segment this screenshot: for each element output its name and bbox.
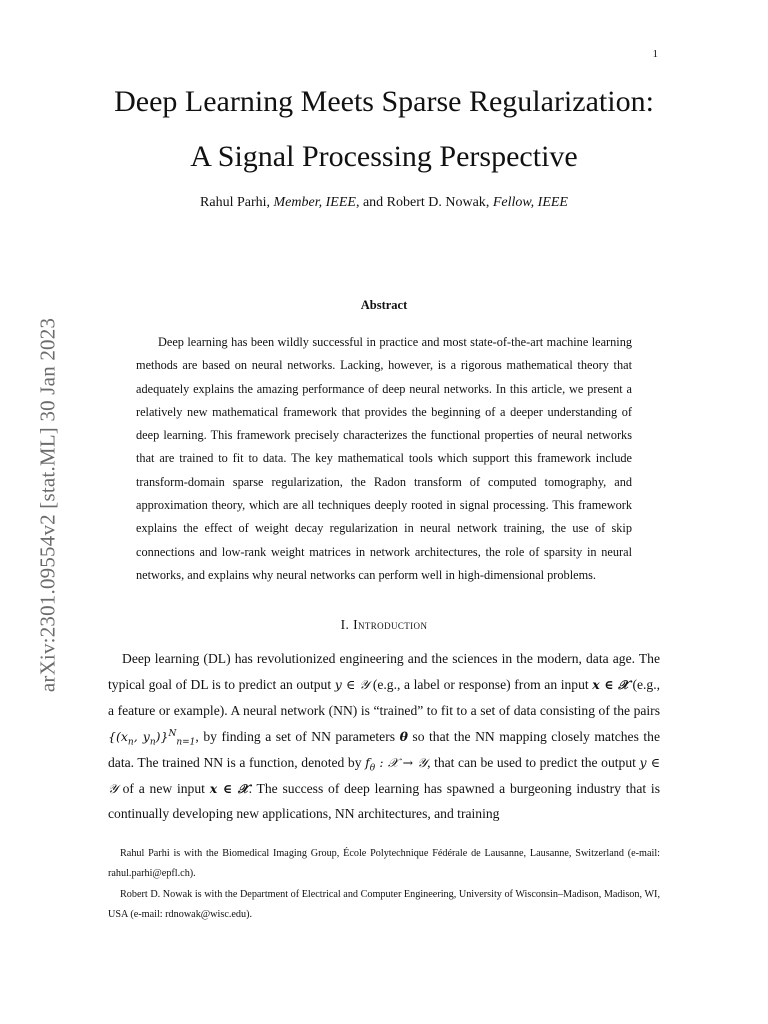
- footnote-author-2: Robert D. Nowak is with the Department of Electrical and Computer Engineering, University of Wisconsin–Madison, Madison, WI, USA (e-mail: rdnowak@wisc.edu).: [108, 889, 660, 920]
- intro-text-5: so that the NN mapping closely matches the data. The trained NN is a function, denoted by: [108, 728, 660, 770]
- footnote-author-1: Rahul Parhi is with the Biomedical Imaging Group, École Polytechnique Fédérale de Lausanne, Lausanne, Switzerland (e-mail: rahul.parhi@epfl.ch).: [108, 848, 660, 879]
- math-data-pairs: {($x_n$, $y_n)\}^N_{n=1}$: [108, 728, 196, 748]
- section-heading-introduction: I. Introduction: [340, 617, 428, 632]
- intro-text-1: Deep learning (DL) has revolutionized engineering and the sciences in the modern, data age. The typical goal of DL is to predict an output: [108, 651, 660, 692]
- math-y-in-Y-2: y ∈ 𝒴: [108, 754, 660, 796]
- intro-text-8: . The success of deep learning has spawned a burgeoning industry that is continually developing new applications, NN architectures, and training: [108, 780, 660, 822]
- intro-text-4: , by finding a set of NN parameters: [195, 728, 400, 744]
- abstract-body: Deep learning has been wildly successful in practice and most state-of-the-art machine learning methods are based on neural networks. Lacking, however, is a rigorous mathematical theory that adequately explains the amazing performance of deep neural networks. In this article, we present a relatively new mathematical framework that provides the beginning of a deeper understanding of deep learning. This framework precisely characterizes the functional properties of neural networks that are trained to fit to data. The key mathematical tools which support this framework include transform-domain sparse regularization, the Radon transform of computed tomography, and approximation theory, which are all techniques deeply rooted in signal processing. This framework explains the effect of weight decay regularization in neural network training, the use of skip connections and low-rank weight matrices in network architectures, the role of sparsity in neural networks, and explains why neural networks can perform well in high-dimensional problems.: [136, 335, 632, 582]
- arxiv-identifier-stamp: arXiv:2301.09554v2 [stat.ML] 30 Jan 2023: [35, 317, 60, 693]
- author-1-name: Rahul Parhi: [200, 195, 267, 210]
- math-x-in-X: x ∈ 𝒳: [592, 676, 629, 692]
- paper-title-line-2: A Signal Processing Perspective: [190, 140, 578, 173]
- paper-title-line-1: Deep Learning Meets Sparse Regularization:: [114, 85, 654, 118]
- intro-text-6: , that can be used to predict the output: [427, 754, 640, 770]
- intro-text-7: of a new input: [117, 780, 210, 796]
- intro-text-3: (e.g., a feature or example). A neural network (NN) is “trained” to fit to a set of data consisting of the pairs: [108, 676, 661, 718]
- introduction-paragraph: [108, 646, 660, 827]
- author-2-name: Robert D. Nowak: [386, 195, 486, 210]
- author-2-role: Fellow, IEEE: [492, 195, 568, 210]
- author-1-role: Member, IEEE: [273, 195, 356, 210]
- intro-text-2: (e.g., a label or response) from an input: [369, 676, 593, 692]
- abstract-heading: Abstract: [360, 298, 408, 312]
- math-x-in-X-2: x ∈ 𝒳: [209, 780, 249, 796]
- math-theta: θ: [399, 728, 408, 744]
- author-connector: , and: [355, 195, 387, 210]
- page-number: 1: [652, 48, 658, 60]
- math-y-in-Y: y ∈ 𝒴: [334, 676, 370, 692]
- math-f-theta-mapping: $f_\theta$ : 𝒳 → 𝒴: [365, 754, 428, 774]
- author-line: Rahul Parhi, Member, IEEE, and Robert D. Nowak, Fellow, IEEE: [200, 195, 568, 210]
